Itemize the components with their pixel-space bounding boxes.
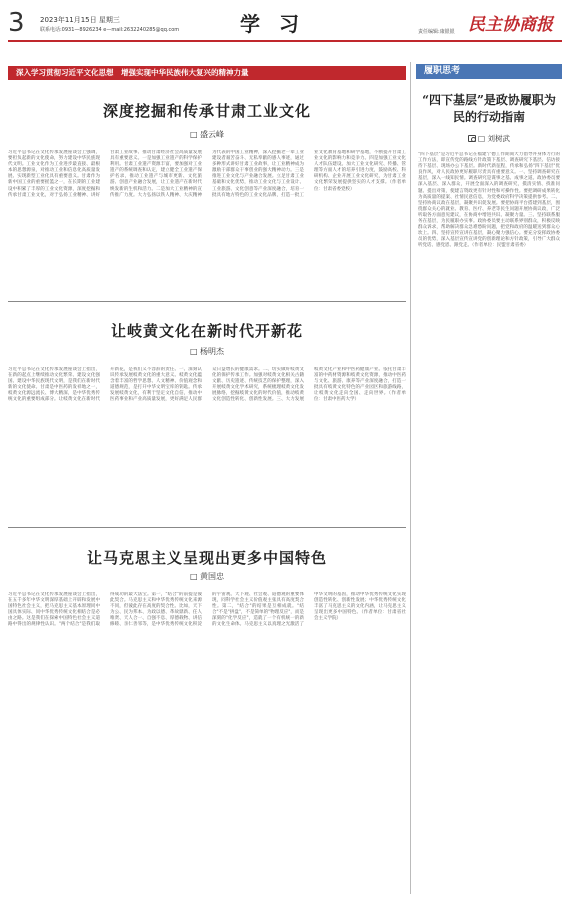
article-2-byline: □ 杨明杰 xyxy=(189,347,225,356)
sidebar-byline-text: □ 刘树武 xyxy=(478,134,510,143)
contact-info: 联系电话:0931—8926234 e—mail:2632240285@qq.com xyxy=(40,27,180,33)
sidebar-body: "四下基层"是习近平总书记在福建宁德工作期间大力倡导并身体力行的工作方法，即宣传党的路线方针政策下基层、调查研究下基层、信访接待下基层、现场办公下基层。新时代新征程，传承和弘扬"四下基层"优良作风，对人民政协更好履职尽责具有重要意义。一、坚持调查研究在基层，深入一线知民情。调查研究是谋事之基、成事之道。政协委员要深入基层、深入群众，开展全面深入的调查研究，摸清实情、找准问题、提出对策，使建言资政更有针对性和可操作性。要把调研成果转化为高质量的提案、社情民意信息，为党委政府科学决策提供参考。二、坚持协商议政在基层，凝聚共识促发展。要把协商平台搭建到基层，围绕群众关心的就业、教育、医疗、养老等民生问题开展协商议政，广泛听取各方面意见建议，在协商中增进共识、凝聚力量。三、坚持联系服务在基层，为民履职办实事。政协委员要主动联系界别群众，积极反映群众诉求，帮助解决群众急难愁盼问题，把党和政府的温暖送到群众心坎上。四、坚持宣传宣讲在基层，凝心聚力强信心。要充分发挥政协委员的优势，深入基层宣传宣讲党的创新理论和方针政策，引导广大群众听党话、感党恩、跟党走。（作者单位：民盟甘肃省委） xyxy=(418,152,560,249)
article-3-byline: □ 黄国忠 xyxy=(189,572,225,581)
section-title: 学 习 xyxy=(240,12,305,36)
theme-banner: 深入学习贯彻习近平文化思想 增强实现中华民族伟大复兴的精神力量 xyxy=(8,66,406,80)
header-rule xyxy=(8,40,562,42)
article-2-title: 让岐黄文化在新时代开新花 xyxy=(110,322,303,340)
article-divider-2 xyxy=(8,527,406,528)
newspaper-logo: 民主协商报 xyxy=(468,15,553,35)
author-photo-icon xyxy=(468,135,476,142)
article-3-body: 习近平总书记在文化传承发展座谈会上指出，在五千多年中华文明深厚基础上开辟和发展中国特色社会主义，把马克思主义基本原理同中国具体实际、同中华优秀传统文化相结合是必由之路。这是我们在探索中国特色社会主义道路中得出的规律性认识。"两个结合"是我们取得成功的最大法宝。第一，"结合"的前提是彼此契合。马克思主义和中华优秀传统文化来源不同，但彼此存在高度的契合性。比如，天下为公、民为邦本、为政以德、革故鼎新、任人唯贤、天人合一、自强不息、厚德载物、讲信修睦、亲仁善邻等，是中华优秀传统文化积淀的宇宙观、天下观、社会观、道德观的重要体现，同科学社会主义价值观主张具有高度契合性。第二，"结合"的结果是互相成就。"结合"不是"拼盘"，不是简单的"物理反应"，而是深刻的"化学反应"，造就了一个有机统一的新的文化生命体。马克思主义以真理之光激活了中华文明的基因，推动中华优秀传统文化实现创造性转化、创新性发展；中华优秀传统文化丰富了马克思主义的文化内涵，让马克思主义呈现出更多中国特色。（作者单位：甘肃省社会主义学院） xyxy=(8,592,406,628)
article-1-title: 深度挖掘和传承甘肃工业文化 xyxy=(102,102,311,120)
sidebar-byline xyxy=(418,133,560,144)
issue-date: 2023年11月15日 星期三 xyxy=(40,16,120,24)
article-3-title: 让马克思主义呈现出更多中国特色 xyxy=(86,549,327,567)
page-header xyxy=(0,0,570,42)
article-2-body: 习近平总书记在文化传承发展座谈会上指出，在新的起点上继续推动文化繁荣、建设文化强国、建设中华民族现代文明，是我们在新时代新的文化使命。甘肃是中医药的发祥地之一，岐黄文化源远流长、博大精深，是中华优秀传统文化的重要组成部分。让岐黄文化在新时代开新花，是我们义不容辞的责任。一、深刻认识传承发展岐黄文化的重大意义。岐黄文化蕴含着丰富的哲学思想、人文精神、价值观念和道德规范，是打开中华文明宝库的钥匙。传承发展岐黄文化，有利于坚定文化自信，推动中医药事业和产业高质量发展，更好满足人民群众日益增长的健康需求。二、切实做好岐黄文化的保护传承工作。加强对岐黄文化相关古籍文献、历史遗迹、传统技艺的保护整理，深入开展岐黄文化学术研究，系统梳理岐黄文化发展脉络，挖掘岐黄文化的时代价值，推动岐黄文化创造性转化、创新性发展。三、大力发展岐黄文化产业和中医药健康产业。依托甘肃丰富的中药材资源和岐黄文化资源，推动中医药与文化、旅游、康养等产业深度融合，打造一批具有岐黄文化特色的产业园区和旅游线路，让岐黄文化走向全国、走向世界。（作者单位：甘肃中医药大学） xyxy=(8,367,406,403)
article-divider-1 xyxy=(8,301,406,302)
page-number: 3 xyxy=(8,8,25,38)
article-1-byline: □ 盛云峰 xyxy=(189,130,225,139)
sidebar-title: “四下基层”是政协履职为民的行动指南 xyxy=(422,93,556,124)
editor-credit: 责任编辑:康银银 xyxy=(418,29,455,35)
sidebar-heading: 履职思考 xyxy=(416,64,562,79)
article-1-body: 习近平总书记在文化传承发展座谈会上强调，要担负起新的文化使命，努力建设中华民族现代文明。工业文化作为工业进步最直接、最根本的思想源泉，对推动工业和信息化高质量发展、实现新型工业化具有重要意义。甘肃作为新中国工业的重要摇篮之一，在长期的工业建设中积累了丰厚的工业文化资源，深度挖掘和传承甘肃工业文化，对于弘扬工业精神、讲好甘肃工业故事、推动甘肃经济社会高质量发展具有重要意义。一是加强工业遗产的科学保护利用。甘肃工业遗产资源丰富，要加强对工业遗产的系统调查和认定，建立健全工业遗产保护名录，推动工业遗产与城市更新、文化旅游、创意产业融合发展，让工业遗产在新时代焕发新的生机和活力。二是加大工业精神的宣传推广力度。大力弘扬以铁人精神、大庆精神为代表的中国工业精神，深入挖掘老一辈工业建设者艰苦奋斗、无私奉献的感人事迹，通过多种形式讲好甘肃工业故事，让工业精神成为激励干部群众干事创业的强大精神动力。三是推进工业文化与产业融合发展。立足甘肃工业基础和文化优势，推动工业文化与工业设计、工业旅游、文化创意等产业深度融合，培育一批具有地方特色的工业文化品牌，打造一批工业文化教育基地和研学基地，不断提升甘肃工业文化的影响力和竞争力。四是加强工业文化人才队伍建设。加大工业文化研究、传播、管理等方面人才的培养引进力度，鼓励高校、科研机构、企业开展工业文化研究，为甘肃工业文化繁荣发展提供坚实的人才支撑。（作者单位：甘肃省委党校） xyxy=(8,150,406,198)
column-divider xyxy=(410,62,411,894)
